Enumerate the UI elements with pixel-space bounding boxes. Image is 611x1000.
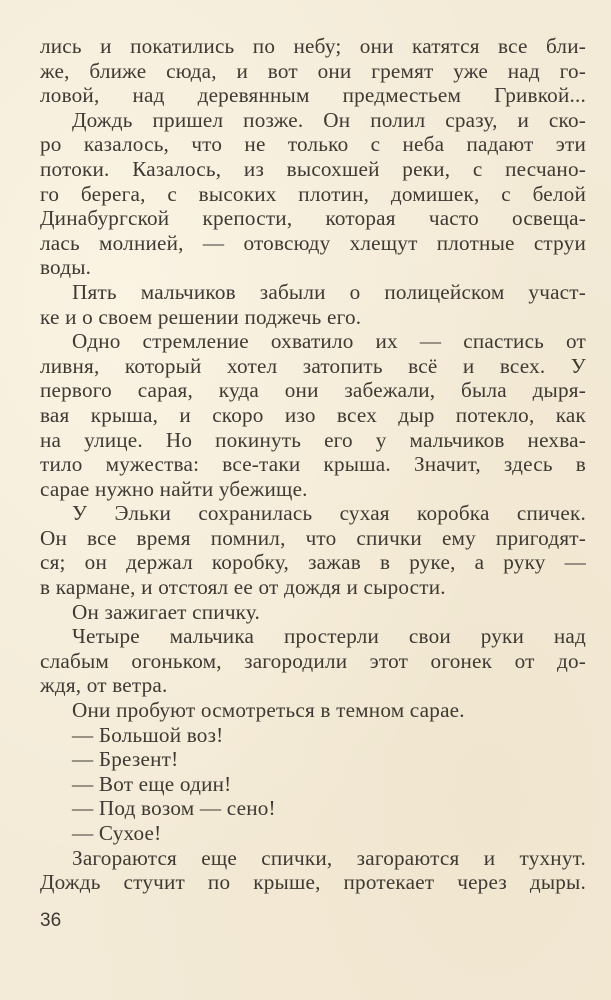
text-line: — Вот еще один! [72,771,232,796]
text-line: Дождь стучит по крыше, протекает через дыры. [40,870,586,895]
text-line: Динабургской крепости, которая часто освеща- [40,206,586,231]
text-line: — Брезент! [72,747,179,772]
text-line: слабым огоньком, загородили этот огонек от до- [40,648,586,673]
text-line: первого сарая, куда они забежали, была дыря- [40,378,586,403]
text-line: вая крыша, и скоро изо всех дыр потекло, как [40,402,586,427]
text-line: ждя, от ветра. [40,673,168,698]
text-line: тило мужества: все-таки крыша. Значит, здесь в [40,452,586,477]
text-line: воды. [40,255,92,280]
text-line: лись и покатились по небу; они катятся все бли- [40,34,586,58]
text-line: ке и о своем решении поджечь его. [40,304,362,329]
text-line: на улице. Но покинуть его у мальчиков нехва- [40,427,586,452]
text-line: сарае нужно найти убежище. [40,476,308,501]
text-line: же, ближе сюда, и вот они гремят уже над го- [40,58,586,83]
text-line: потоки. Казалось, из высохшей реки, с песчано- [40,156,586,181]
text-line: ливня, который хотел затопить всё и всех. У [40,353,586,378]
text-line: Пять мальчиков забыли о полицейском участ- [72,279,586,304]
text-line: Он все время помнил, что спички ему пригодят- [40,525,586,550]
text-line: — Большой воз! [72,722,224,747]
text-line: Он зажигает спичку. [72,599,261,624]
text-line: лась молнией, — отовсюду хлещут плотные струи [40,230,586,255]
text-line: — Под возом — сено! [72,796,276,821]
text-line: ся; он держал коробку, зажав в руке, а руку — [40,550,586,575]
page-body [40,34,586,895]
text-line: — Сухое! [72,821,162,845]
text-line: Загораются еще спички, загораются и тухнут. [72,845,586,870]
text-line: го берега, с высоких плотин, домишек, с белой [40,181,586,206]
text-line: Четыре мальчика простерли свои руки над [72,624,586,649]
text-line: в кармане, и отстоял ее от дождя и сырости. [40,575,446,600]
text-line: Одно стремление охватило их — спастись от [72,329,586,354]
text-line: ловой, над деревянным предместьем Гривкой... [40,83,586,108]
text-line: ро казалось, что не только с неба падают эти [40,132,586,157]
text-line: Они пробуют осмотреться в темном сарае. [72,698,465,723]
text-line: У Эльки сохранилась сухая коробка спичек. [72,501,586,526]
page-number: 36 [40,910,62,931]
text-line: Дождь пришел позже. Он полил сразу, и ско- [72,107,586,132]
